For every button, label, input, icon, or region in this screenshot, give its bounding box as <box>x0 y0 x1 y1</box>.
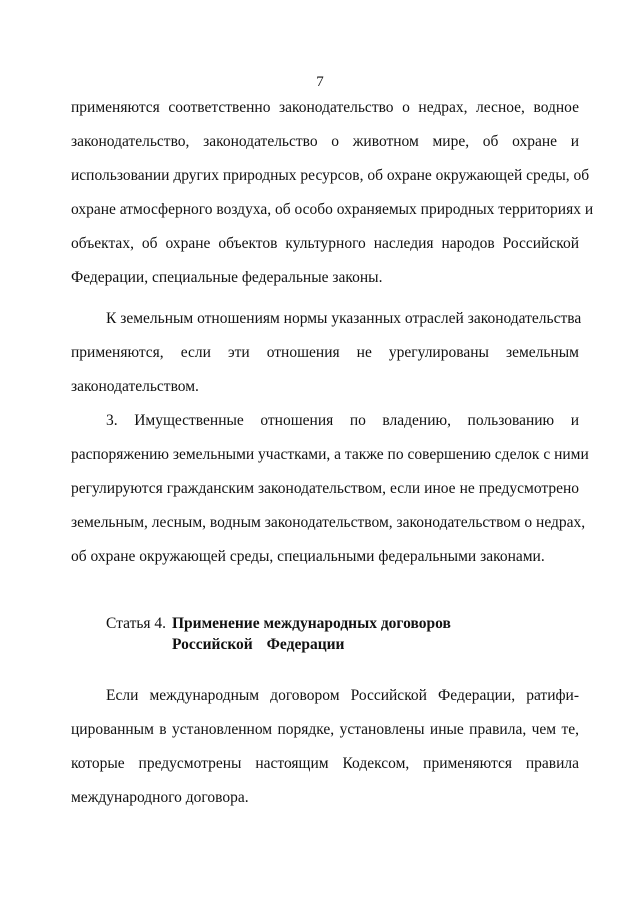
text-line: К земельным отношениям нормы указанных отраслей законодательства <box>106 310 582 327</box>
article-label: Статья 4. <box>106 615 167 632</box>
article-title: Применение международных договоров <box>172 615 451 632</box>
paragraph-1 <box>71 91 594 295</box>
text-line: применяются, если эти отношения не урегулированы земельным <box>71 344 579 361</box>
text-line: законодательство, законодательство о животном мире, об охране и <box>71 133 579 150</box>
text-line: Федерации, специальные федеральные законы. <box>71 269 383 286</box>
page-number: 7 <box>316 74 324 90</box>
article-title-continued: Российской Федерации <box>172 636 345 653</box>
text-line: объектах, об охране объектов культурного наследия народов Российской <box>71 235 579 252</box>
text-line: земельным, лесным, водным законодательством, законодательством о недрах, <box>71 514 586 531</box>
text-line: регулируются гражданским законодательством, если иное не предусмотрено <box>71 480 579 497</box>
paragraph-3 <box>71 404 589 574</box>
text-line: международного договора. <box>71 789 249 806</box>
text-line: об охране окружающей среды, специальными федеральными законами. <box>71 548 545 565</box>
text-line: законодательством. <box>71 378 199 395</box>
text-line: использовании других природных ресурсов, об охране окружающей среды, об <box>71 167 590 184</box>
text-line: применяются соответственно законодательство о недрах, лесное, водное <box>71 99 579 116</box>
text-line: Если международным договором Российской Федерации, ратифи- <box>106 687 579 704</box>
text-line: 3. Имущественные отношения по владению, пользованию и <box>106 412 579 429</box>
text-line: охране атмосферного воздуха, об особо охраняемых природных территориях и <box>71 201 594 218</box>
text-line: распоряжению земельными участками, а также по совершению сделок с ними <box>71 446 589 463</box>
article-heading <box>106 613 451 655</box>
paragraph-2 <box>71 302 582 404</box>
article-paragraph <box>71 679 579 815</box>
text-line: которые предусмотрены настоящим Кодексом, применяются правила <box>71 755 579 772</box>
text-line: цированным в установленном порядке, установлены иные правила, чем те, <box>71 721 579 738</box>
